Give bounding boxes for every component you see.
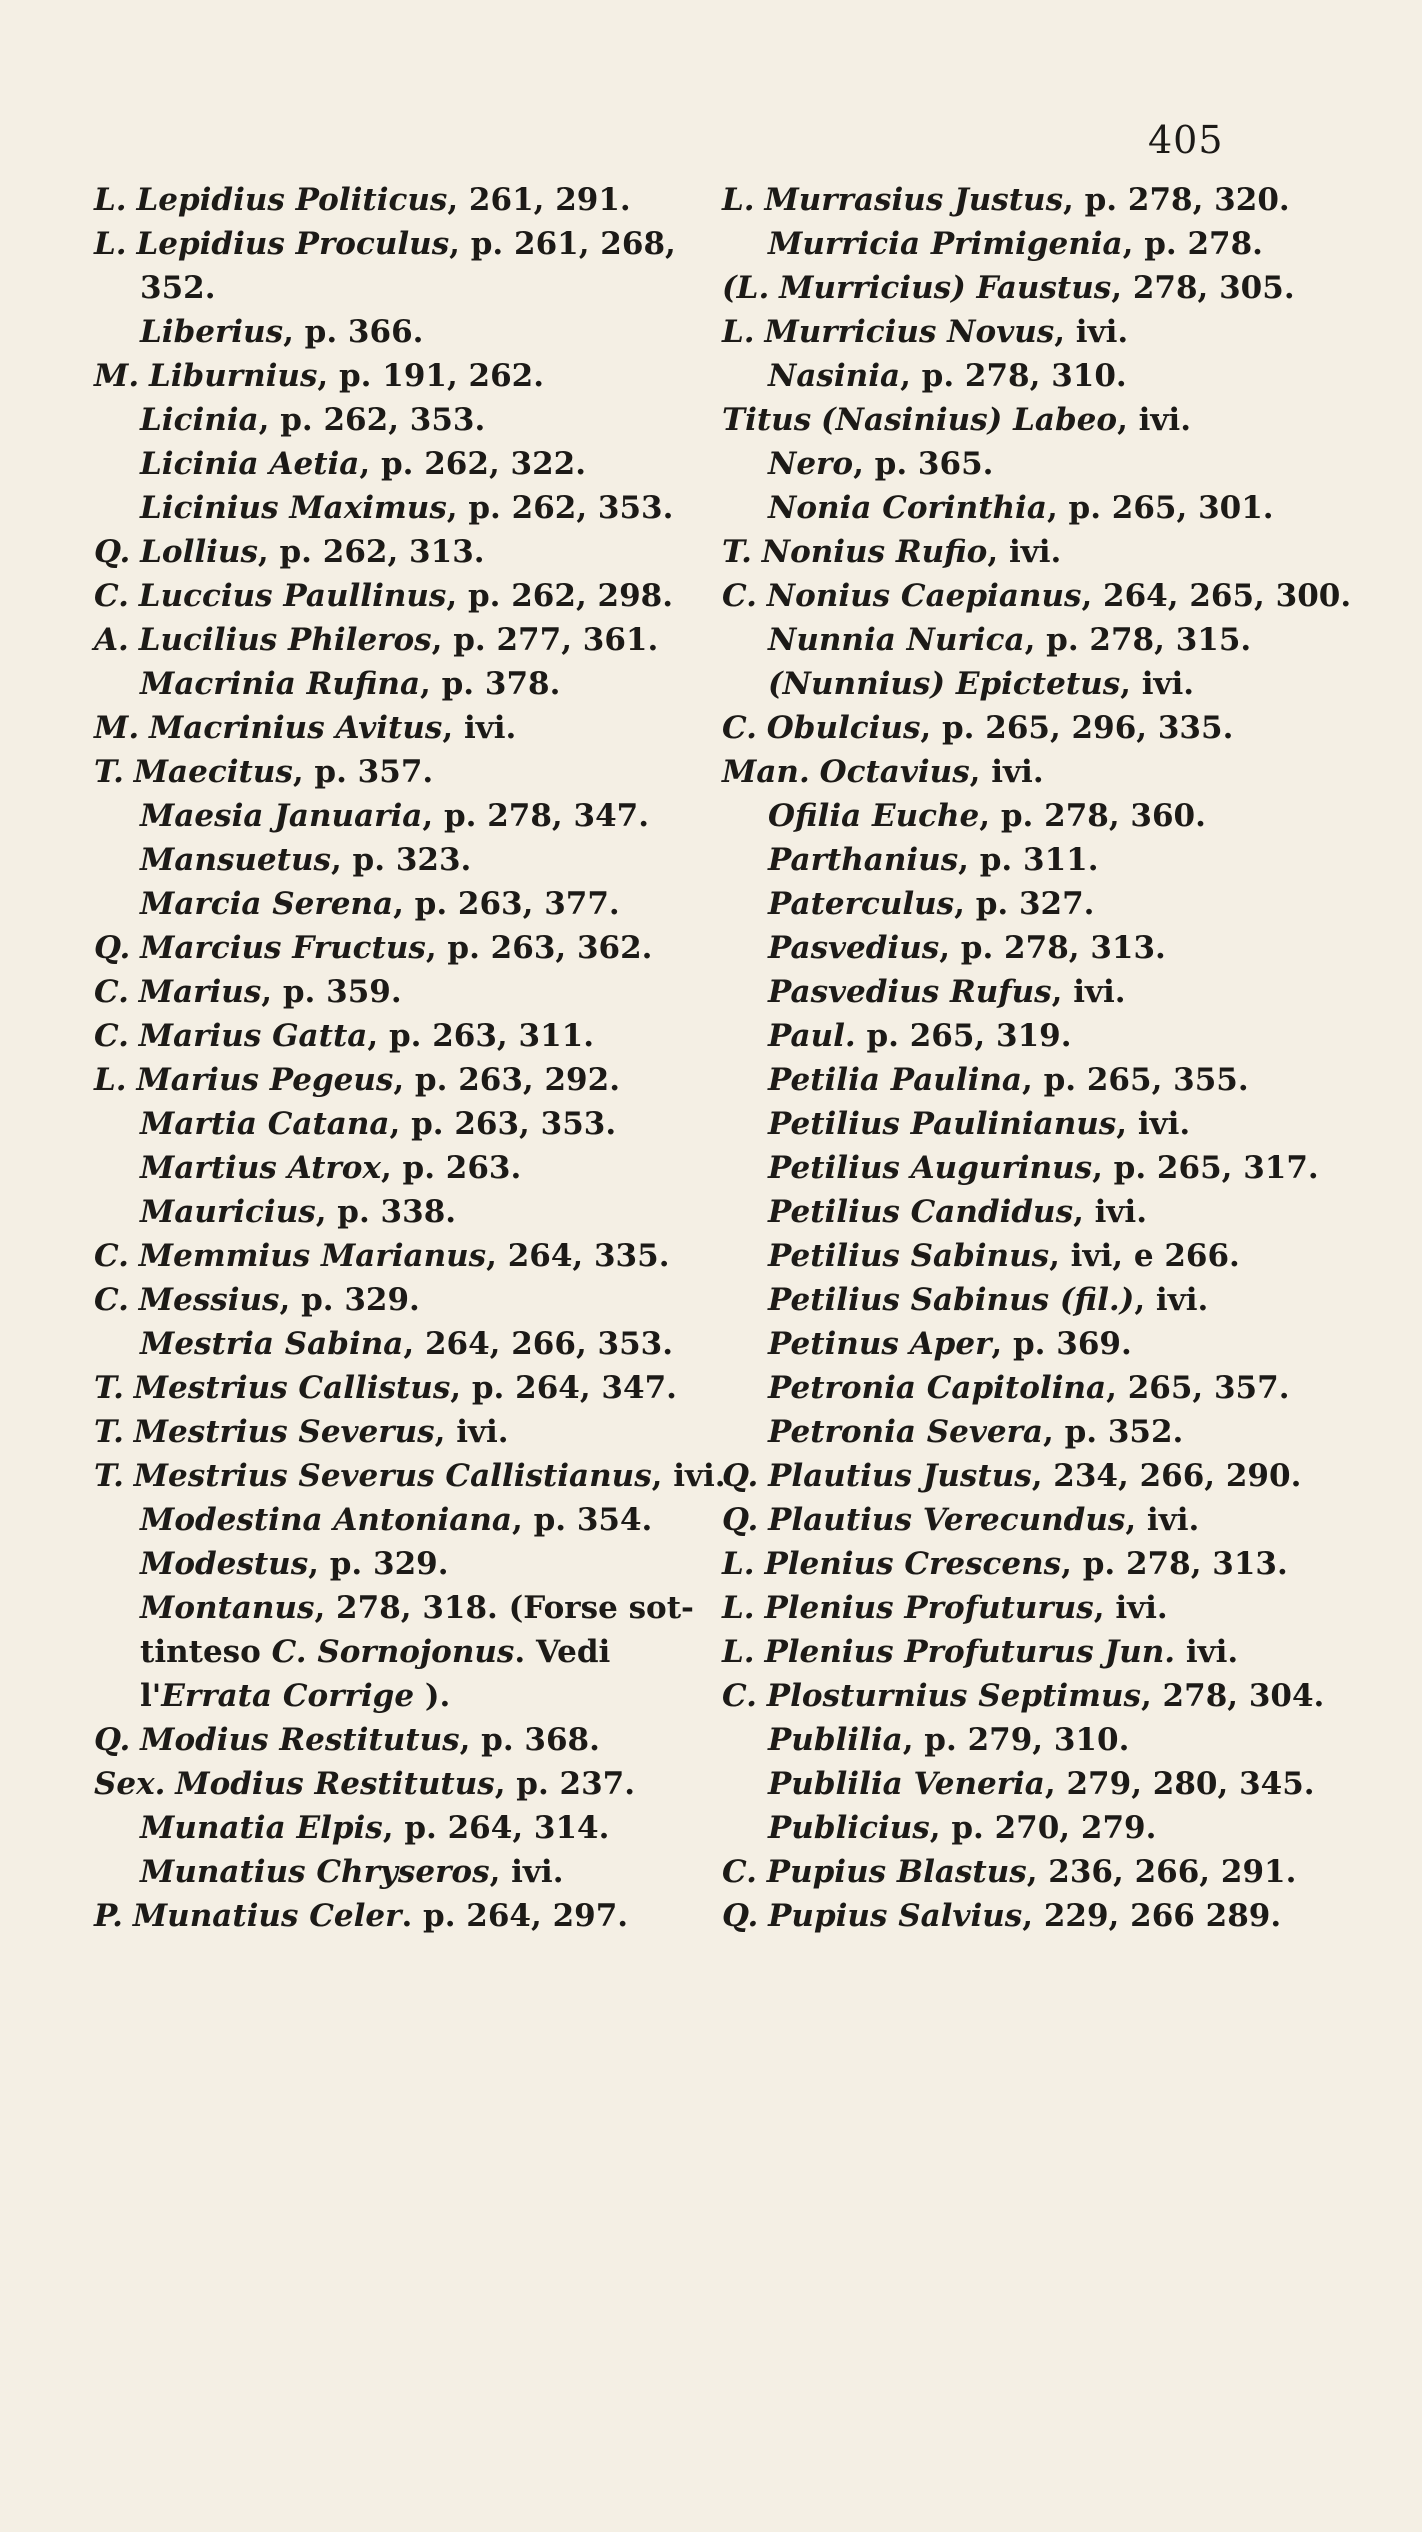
index-entry	[94, 970, 654, 1014]
entry-name: Nonius Rufio	[761, 534, 988, 570]
entry-reference: , p. 264, 314.	[382, 1810, 610, 1846]
entry-name: (Nasinius) Labeo	[821, 402, 1118, 438]
entry-praenomen: C.	[94, 1282, 129, 1318]
entry-name-inline: C. Sornojonus	[271, 1634, 515, 1670]
index-entry	[722, 222, 1362, 266]
index-entry-continuation	[94, 1630, 654, 1674]
index-entry	[722, 1454, 1362, 1498]
entry-praenomen: Q.	[94, 930, 131, 966]
entry-reference: , p. 264, 347.	[450, 1370, 677, 1406]
index-entry	[94, 486, 674, 530]
index-entry	[94, 926, 654, 970]
entry-reference: , p. 263.	[380, 1150, 522, 1186]
index-entry	[722, 750, 1362, 794]
entry-reference: , 278, 304.	[1140, 1678, 1325, 1714]
entry-praenomen: Man.	[722, 754, 810, 790]
entry-reference: , 229, 266 289.	[1022, 1898, 1282, 1934]
index-entry	[722, 926, 1362, 970]
entry-praenomen: Q.	[94, 534, 131, 570]
index-entry	[722, 706, 1362, 750]
index-entry	[94, 354, 654, 398]
entry-name: Martius Atrox	[140, 1150, 381, 1186]
index-entry	[722, 1234, 1362, 1278]
entry-reference: , p. 357.	[292, 754, 434, 790]
index-entry	[722, 1102, 1362, 1146]
index-entry	[94, 1146, 654, 1190]
index-entry	[722, 1542, 1362, 1586]
entry-reference: , 264, 265, 300.	[1081, 578, 1352, 614]
entry-reference: , ivi.	[1134, 1282, 1209, 1318]
entry-reference: , p. 262, 353.	[446, 490, 674, 526]
entry-name: Nasinia	[768, 358, 901, 394]
entry-praenomen: C.	[94, 1238, 129, 1274]
entry-praenomen: C.	[722, 578, 757, 614]
entry-reference: , p. 277, 361.	[431, 622, 659, 658]
index-entry	[94, 1586, 694, 1630]
entry-name: Murrasius Justus	[764, 182, 1064, 218]
entry-reference: , p. 311.	[958, 842, 1099, 878]
entry-reference: , ivi.	[1073, 1194, 1148, 1230]
entry-name: Petilius Candidus	[768, 1194, 1074, 1230]
index-entry	[94, 574, 674, 618]
entry-name: Plautius Verecundus	[768, 1502, 1126, 1538]
entry-reference: 352.	[140, 270, 216, 306]
entry-name: Murricius Novus	[764, 314, 1055, 350]
entry-praenomen: T.	[722, 534, 752, 570]
entry-name: Macrinius Avitus	[148, 710, 443, 746]
entry-praenomen: Q.	[722, 1458, 759, 1494]
entry-name: Petilius Sabinus	[768, 1238, 1050, 1274]
index-entry	[94, 1014, 654, 1058]
index-entry	[722, 1850, 1362, 1894]
entry-reference: . p. 264, 297.	[401, 1898, 629, 1934]
page-number: 405	[1148, 118, 1224, 162]
entry-praenomen: Sex.	[94, 1766, 166, 1802]
entry-praenomen: T.	[94, 754, 124, 790]
entry-reference: , ivi.	[1051, 974, 1126, 1010]
entry-reference: , p. 278.	[1122, 226, 1263, 262]
entry-reference: , ivi.	[1125, 1502, 1200, 1538]
index-entry	[94, 838, 654, 882]
index-entry	[94, 882, 654, 926]
entry-reference: , ivi.	[1116, 1106, 1191, 1142]
index-entry	[94, 1058, 654, 1102]
index-entry	[94, 1190, 654, 1234]
entry-reference: , p. 359.	[261, 974, 402, 1010]
entry-name: Petilius Sabinus (fil.)	[768, 1282, 1135, 1318]
entry-name: Pasvedius Rufus	[768, 974, 1052, 1010]
entry-name: Petilia Paulina	[768, 1062, 1023, 1098]
entry-praenomen: Q.	[722, 1898, 759, 1934]
entry-praenomen: C.	[94, 578, 129, 614]
entry-praenomen: T.	[94, 1414, 124, 1450]
entry-reference: , ivi.	[969, 754, 1044, 790]
entry-praenomen: Q.	[722, 1502, 759, 1538]
entry-reference: , p. 278, 347.	[422, 798, 650, 834]
entry-reference: , p. 191, 262.	[317, 358, 545, 394]
entry-reference: , 236, 266, 291.	[1026, 1854, 1297, 1890]
entry-name: Montanus	[140, 1590, 315, 1626]
entry-reference: , 278, 318. (Forse sot-	[314, 1590, 694, 1626]
entry-reference: , 264, 335.	[486, 1238, 670, 1274]
entry-reference: , 265, 357.	[1106, 1370, 1290, 1406]
entry-name: Plautius Justus	[768, 1458, 1032, 1494]
entry-reference: , p. 263, 292.	[393, 1062, 620, 1098]
index-entry	[722, 1586, 1362, 1630]
entry-reference: , ivi.	[1120, 666, 1195, 702]
index-entry	[94, 1102, 654, 1146]
entry-name: Petilius Augurinus	[768, 1150, 1093, 1186]
index-entry	[722, 1894, 1362, 1938]
entry-name: Plenius Profuturus Jun.	[764, 1634, 1176, 1670]
entry-name: Lepidius Politicus	[136, 182, 448, 218]
index-entry	[94, 1234, 670, 1278]
index-entry	[94, 662, 654, 706]
index-entry	[722, 662, 1362, 706]
entry-name: (Nunnius) Epictetus	[768, 666, 1121, 702]
entry-name: Petinus Aper	[768, 1326, 992, 1362]
index-entry	[94, 1542, 654, 1586]
entry-reference: , p. 327.	[954, 886, 1095, 922]
entry-praenomen: L.	[722, 1634, 755, 1670]
entry-reference: , p. 263, 353.	[389, 1106, 617, 1142]
entry-praenomen: C.	[722, 710, 757, 746]
index-entry	[722, 530, 1362, 574]
entry-name: Obulcius	[766, 710, 921, 746]
index-entry-continuation	[94, 266, 654, 310]
entry-praenomen: T.	[94, 1370, 124, 1406]
entry-reference: , p. 352.	[1043, 1414, 1184, 1450]
entry-name: Lollius	[140, 534, 258, 570]
entry-name: Murricia Primigenia	[768, 226, 1123, 262]
entry-reference: , p. 265, 317.	[1092, 1150, 1319, 1186]
entry-reference: , ivi.	[651, 1458, 726, 1494]
entry-praenomen: T.	[94, 1458, 124, 1494]
entry-reference: , p. 329.	[308, 1546, 449, 1582]
entry-praenomen: L.	[722, 1590, 755, 1626]
entry-praenomen: Titus	[722, 402, 812, 438]
entry-name: Modestus	[140, 1546, 309, 1582]
entry-name: Modius Restitutus	[175, 1766, 495, 1802]
entry-praenomen: C.	[722, 1854, 757, 1890]
entry-name: Octavius	[819, 754, 970, 790]
index-entry	[722, 838, 1362, 882]
entry-name: Martia Catana	[140, 1106, 390, 1142]
entry-name: Marius Pegeus	[136, 1062, 394, 1098]
index-entry	[94, 1718, 654, 1762]
entry-name: Pupius Blastus	[766, 1854, 1027, 1890]
entry-name: Modius Restitutus	[140, 1722, 460, 1758]
entry-praenomen: Q.	[94, 1722, 131, 1758]
entry-praenomen: L.	[722, 182, 755, 218]
entry-reference: , p. 265, 296, 335.	[920, 710, 1234, 746]
entry-name: Marcius Fructus	[140, 930, 426, 966]
index-entry	[722, 1718, 1362, 1762]
entry-name-inline: Errata Corrige	[161, 1678, 415, 1714]
entry-name: Mauricius	[140, 1194, 316, 1230]
entry-name: Plenius Profuturus	[764, 1590, 1094, 1626]
index-entry	[722, 1190, 1362, 1234]
entry-name: Nonius Caepianus	[766, 578, 1082, 614]
entry-reference: , ivi.	[1117, 402, 1192, 438]
index-entry	[94, 794, 654, 838]
entry-reference-tail: ).	[414, 1678, 451, 1714]
index-entry	[94, 222, 676, 266]
index-entry	[94, 310, 654, 354]
index-entry	[722, 1410, 1362, 1454]
entry-name: Mestrius Severus Callistianus	[133, 1458, 652, 1494]
index-entry	[722, 574, 1362, 618]
index-entry	[94, 1322, 674, 1366]
entry-reference: , p. 270, 279.	[929, 1810, 1157, 1846]
entry-name: Lucilius Phileros	[138, 622, 432, 658]
entry-name: Memmius Marianus	[138, 1238, 487, 1274]
index-entry	[94, 442, 654, 486]
entry-praenomen: M.	[94, 710, 140, 746]
entry-name: Mansuetus	[140, 842, 331, 878]
entry-reference: , 279, 280, 345.	[1044, 1766, 1315, 1802]
entry-name: Publilia	[768, 1722, 903, 1758]
index-entry	[94, 1894, 654, 1938]
entry-name: Modestina Antoniana	[140, 1502, 512, 1538]
entry-name: Mestria Sabina	[140, 1326, 404, 1362]
entry-name: Marcia Serena	[140, 886, 394, 922]
entry-name: Murricius) Faustus	[779, 270, 1112, 306]
entry-reference: , ivi.	[1054, 314, 1129, 350]
index-entry	[722, 1366, 1362, 1410]
entry-name: Messius	[138, 1282, 280, 1318]
entry-reference: , p. 365.	[853, 446, 994, 482]
entry-name: Licinius Maximus	[140, 490, 447, 526]
index-entry	[94, 398, 654, 442]
entry-name: Petilius Paulinianus	[768, 1106, 1117, 1142]
entry-reference: , p. 323.	[330, 842, 472, 878]
index-entry	[722, 398, 1362, 442]
index-column-left	[94, 178, 726, 1938]
index-entry	[722, 266, 1362, 310]
index-entry	[722, 442, 1362, 486]
index-entry	[94, 1498, 654, 1542]
entry-reference: , p. 265, 301.	[1046, 490, 1274, 526]
entry-reference: , p. 265, 355.	[1022, 1062, 1249, 1098]
index-entry	[722, 1058, 1362, 1102]
entry-reference: , ivi, e 266.	[1049, 1238, 1240, 1274]
entry-name: Liburnius	[148, 358, 318, 394]
entry-reference: , p. 263, 362.	[425, 930, 653, 966]
index-entry	[722, 618, 1362, 662]
entry-name: Mestrius Callistus	[133, 1370, 451, 1406]
entry-praenomen: C.	[94, 1018, 129, 1054]
entry-name: Nero	[768, 446, 854, 482]
index-entry	[94, 1454, 726, 1498]
entry-name: Nonia Corinthia	[768, 490, 1047, 526]
index-entry	[94, 1366, 677, 1410]
index-entry	[94, 1762, 654, 1806]
entry-reference: , p. 354.	[511, 1502, 653, 1538]
index-entry	[94, 706, 654, 750]
index-entry	[722, 1146, 1362, 1190]
entry-name: Nunnia Nurica	[768, 622, 1025, 658]
entry-reference: , ivi.	[987, 534, 1062, 570]
index-entry-continuation	[94, 1674, 654, 1718]
index-entry	[94, 1410, 654, 1454]
entry-reference: , p. 262, 298.	[446, 578, 674, 614]
entry-reference: , 261, 291.	[447, 182, 631, 218]
entry-praenomen: P.	[94, 1898, 123, 1934]
entry-name: Petronia Capitolina	[768, 1370, 1107, 1406]
entry-reference: l'	[140, 1678, 162, 1714]
index-entry	[722, 794, 1362, 838]
index-entry	[722, 1806, 1362, 1850]
entry-reference: , p. 237.	[494, 1766, 636, 1802]
entry-reference: , p. 369.	[991, 1326, 1132, 1362]
index-entry	[94, 178, 654, 222]
entry-reference: , ivi.	[1093, 1590, 1168, 1626]
entry-name: Munatius Chryseros	[140, 1854, 490, 1890]
index-entry	[94, 530, 654, 574]
entry-name: Licinia Aetia	[140, 446, 360, 482]
entry-reference: , 234, 266, 290.	[1031, 1458, 1302, 1494]
index-column-right	[722, 178, 1362, 1938]
entry-praenomen: L.	[94, 182, 127, 218]
entry-reference: , p. 368.	[459, 1722, 600, 1758]
entry-reference: , p. 338.	[315, 1194, 457, 1230]
entry-praenomen: C.	[722, 1678, 757, 1714]
entry-name: Plenius Crescens	[764, 1546, 1062, 1582]
entry-reference: tinteso	[140, 1634, 272, 1670]
entry-name: Liberius	[140, 314, 284, 350]
index-entry	[94, 1278, 654, 1322]
entry-reference: , p. 278, 360.	[979, 798, 1206, 834]
entry-name: Pasvedius	[768, 930, 940, 966]
entry-reference: ivi.	[1175, 1634, 1239, 1670]
entry-reference: , p. 278, 310.	[900, 358, 1127, 394]
entry-name: Pupius Salvius	[768, 1898, 1023, 1934]
entry-reference: , p. 278, 313.	[1061, 1546, 1288, 1582]
entry-reference: , p. 329.	[279, 1282, 420, 1318]
entry-name: Luccius Paullinus	[138, 578, 447, 614]
entry-reference-tail: . Vedi	[514, 1634, 611, 1670]
entry-name: Maesia Januaria	[140, 798, 423, 834]
entry-reference: , p. 278, 320.	[1063, 182, 1290, 218]
entry-reference: , p. 378.	[420, 666, 561, 702]
index-entry	[722, 1322, 1362, 1366]
entry-reference: , p. 262, 313.	[257, 534, 485, 570]
index-entry	[94, 1850, 654, 1894]
index-entry	[94, 1806, 654, 1850]
entry-reference: , p. 262, 322.	[359, 446, 587, 482]
entry-name: Publilia Veneria	[768, 1766, 1045, 1802]
entry-name: Paterculus	[768, 886, 955, 922]
entry-name: Macrinia Rufina	[140, 666, 421, 702]
index-entry	[722, 354, 1362, 398]
entry-praenomen: C.	[94, 974, 129, 1010]
index-entry	[722, 1278, 1362, 1322]
index-entry	[722, 1762, 1362, 1806]
index-entry	[722, 178, 1362, 222]
entry-name: Maecitus	[133, 754, 293, 790]
entry-praenomen: L.	[722, 1546, 755, 1582]
entry-name: Plosturnius Septimus	[766, 1678, 1141, 1714]
entry-praenomen: (L.	[722, 270, 770, 306]
entry-reference: , p. 366.	[283, 314, 424, 350]
index-entry	[722, 1498, 1362, 1542]
index-entry	[722, 1014, 1362, 1058]
entry-reference: , p. 263, 377.	[393, 886, 620, 922]
entry-name: Marius Gatta	[138, 1018, 368, 1054]
index-entry	[722, 486, 1362, 530]
index-entry	[94, 750, 654, 794]
entry-reference: , ivi.	[442, 710, 517, 746]
entry-reference: , ivi.	[489, 1854, 564, 1890]
entry-name: Publicius	[768, 1810, 930, 1846]
entry-name: Ofilia Euche	[768, 798, 980, 834]
entry-reference: , p. 262, 353.	[258, 402, 486, 438]
entry-praenomen: A.	[94, 622, 129, 658]
entry-name: Parthanius	[768, 842, 959, 878]
entry-name: Mestrius Severus	[133, 1414, 435, 1450]
entry-name: Licinia	[140, 402, 259, 438]
entry-reference: , p. 261, 268,	[449, 226, 676, 262]
entry-reference: , 264, 266, 353.	[403, 1326, 674, 1362]
entry-praenomen: M.	[94, 358, 140, 394]
index-entry	[722, 882, 1362, 926]
entry-reference: p. 265, 319.	[855, 1018, 1072, 1054]
entry-reference: , p. 263, 311.	[367, 1018, 595, 1054]
index-entry	[722, 310, 1362, 354]
entry-name: Marius	[138, 974, 262, 1010]
index-entry	[722, 970, 1362, 1014]
index-entry	[722, 1630, 1362, 1674]
entry-reference: , p. 279, 310.	[902, 1722, 1130, 1758]
entry-name: Munatia Elpis	[140, 1810, 383, 1846]
entry-reference: , p. 278, 315.	[1024, 622, 1252, 658]
index-entry	[94, 618, 659, 662]
entry-reference: , 278, 305.	[1111, 270, 1295, 306]
entry-name: Munatius Celer	[132, 1898, 402, 1934]
entry-praenomen: L.	[722, 314, 755, 350]
entry-name: Paul.	[768, 1018, 856, 1054]
entry-name: Lepidius Proculus	[136, 226, 450, 262]
entry-reference: , p. 278, 313.	[939, 930, 1166, 966]
entry-name: Petronia Severa	[768, 1414, 1043, 1450]
entry-praenomen: L.	[94, 1062, 127, 1098]
index-entry	[722, 1674, 1362, 1718]
entry-reference: , ivi.	[434, 1414, 509, 1450]
entry-praenomen: L.	[94, 226, 127, 262]
